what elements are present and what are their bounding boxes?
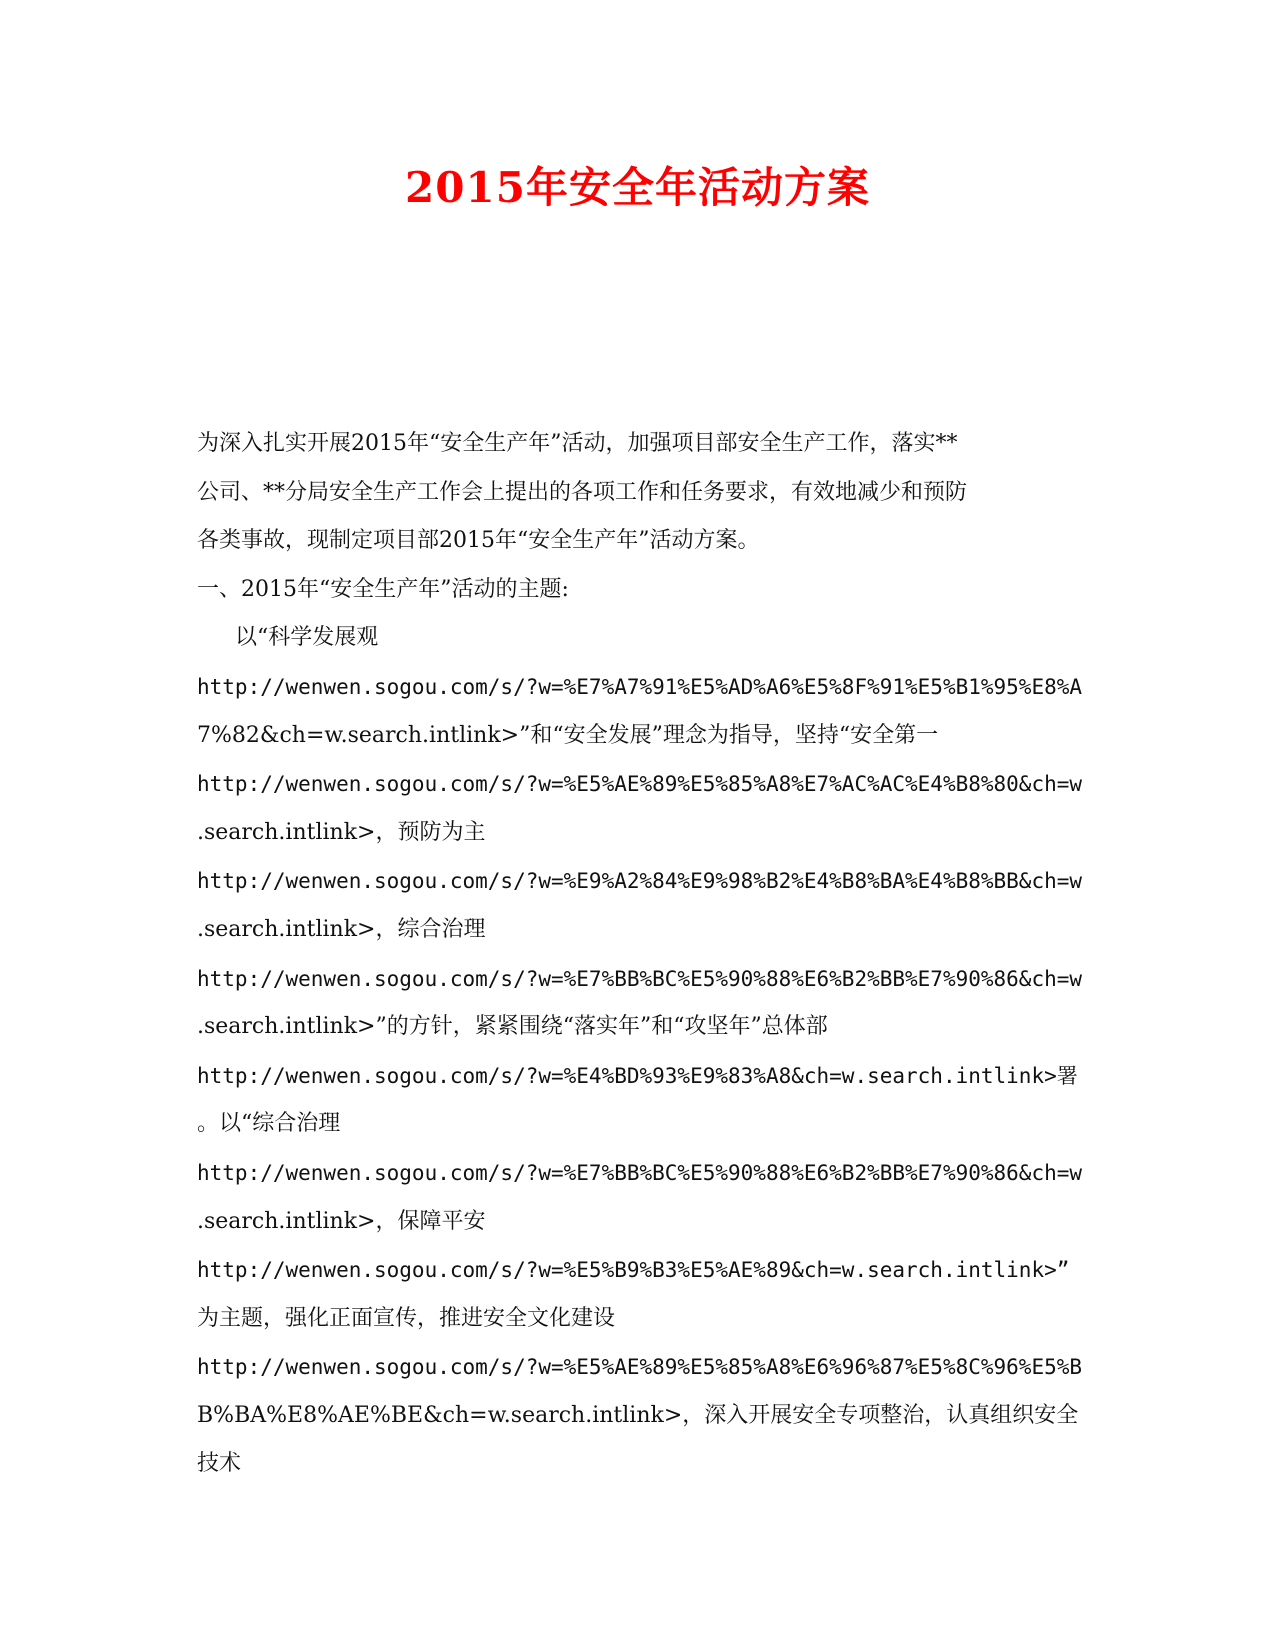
section-heading: 一、2015年“安全生产年”活动的主题: <box>197 576 569 602</box>
document-body <box>197 420 1083 1489</box>
paragraph-line: 为主题，强化正面宣传，推进安全文化建设 <box>197 1305 616 1331</box>
paragraph-line: 技术 <box>197 1451 242 1477</box>
url-line: http://wenwen.sogou.com/s/?w=%E5%AE%89%E5%85%A8%E6%96%87%E5%8C%96%E5%B <box>197 1355 1083 1380</box>
paragraph-line: 公司、**分局安全生产工作会上提出的各项工作和任务要求，有效地减少和预防 <box>197 479 968 505</box>
paragraph-line: .search.intlink>，预防为主 <box>197 819 486 845</box>
url-line: http://wenwen.sogou.com/s/?w=%E9%A2%84%E9%98%B2%E4%B8%BA%E4%B8%BB&ch=w <box>197 869 1083 894</box>
paragraph-line: 各类事故，现制定项目部2015年“安全生产年”活动方案。 <box>197 528 760 554</box>
paragraph-line: 为深入扎实开展2015年“安全生产年”活动，加强项目部安全生产工作，落实** <box>197 431 958 456</box>
url-line: http://wenwen.sogou.com/s/?w=%E7%BB%BC%E5%90%88%E6%B2%BB%E7%90%86&ch=w <box>197 966 1083 991</box>
url-line: http://wenwen.sogou.com/s/?w=%E5%B9%B3%E5%AE%89&ch=w.search.intlink>” <box>197 1258 1070 1283</box>
paragraph-line: .search.intlink>，综合治理 <box>197 916 486 942</box>
url-line: http://wenwen.sogou.com/s/?w=%E7%A7%91%E5%AD%A6%E5%8F%91%E5%B1%95%E8%A <box>197 674 1083 699</box>
paragraph-line: B%BA%E8%AE%BE&ch=w.search.intlink>，深入开展安全专项整治，认真组织安全 <box>197 1402 1079 1428</box>
paragraph-line: 以“科学发展观 <box>235 625 379 651</box>
paragraph-line: .search.intlink>”的方针，紧紧围绕“落实年”和“攻坚年”总体部 <box>197 1014 828 1040</box>
url-line: http://wenwen.sogou.com/s/?w=%E7%BB%BC%E5%90%88%E6%B2%BB%E7%90%86&ch=w <box>197 1160 1083 1185</box>
url-line: http://wenwen.sogou.com/s/?w=%E5%AE%89%E5%85%A8%E7%AC%AC%E4%B8%80&ch=w <box>197 772 1083 797</box>
paragraph-line: 。以“综合治理 <box>197 1111 341 1137</box>
url-line: http://wenwen.sogou.com/s/?w=%E4%BD%93%E9%83%A8&ch=w.search.intlink>署 <box>197 1063 1078 1088</box>
document-title: 2015年安全年活动方案 <box>405 163 870 212</box>
paragraph-line: .search.intlink>，保障平安 <box>197 1208 486 1234</box>
paragraph-line: 7%82&ch=w.search.intlink>”和“安全发展”理念为指导，坚持“安全第一 <box>197 722 939 748</box>
